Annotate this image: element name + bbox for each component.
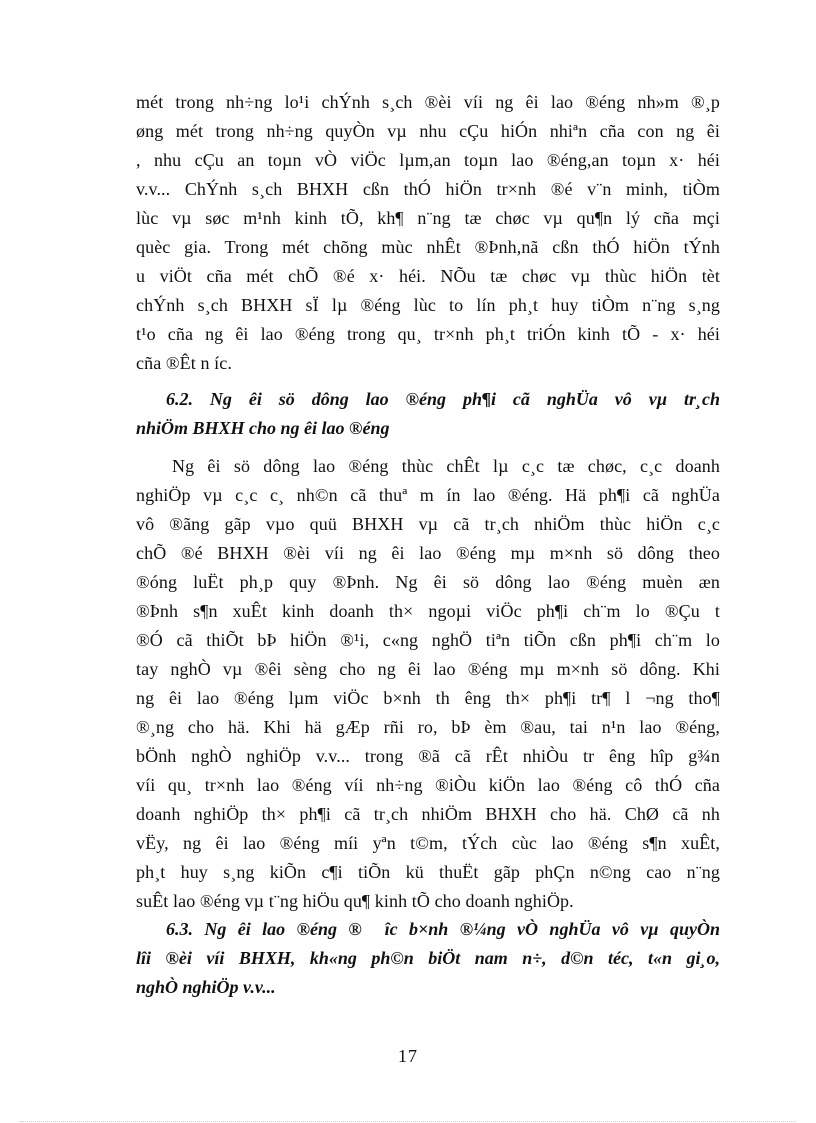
text-line: quèc gia. Trong mét chõng mùc nhÊt ®Þnh,nã cßn thÓ hiÖn tÝnh <box>136 237 720 257</box>
page-number: 17 <box>398 1046 418 1066</box>
heading-line: nghÒ nghiÖp v.v... <box>136 977 276 997</box>
text-line: doanh nghiÖp th× ph¶i cã tr¸ch nhiÖm BHXH cho hä. ChØ cã nh <box>136 804 720 824</box>
paragraph-2-first <box>136 452 720 481</box>
text-line: vô ®ãng gãp vµo quü BHXH vµ cã tr¸ch nhiÖm thùc hiÖn c¸c <box>136 514 720 534</box>
text-line: lùc vµ søc m¹nh kinh tÕ, kh¶ n¨ng tæ chøc vµ qu¶n lý cña mçi <box>136 208 720 228</box>
text-line: vËy, ng êi lao ®éng míi yªn t©m, tÝch cùc lao ®éng s¶n xuÊt, <box>136 833 720 853</box>
text-line: ®Þnh s¶n xuÊt kinh doanh th× ngoµi viÖc ph¶i ch¨m lo ®Çu t <box>136 601 720 621</box>
page-bottom-divider <box>20 1121 796 1122</box>
text-line: Ng êi sö dông lao ®éng thùc chÊt lµ c¸c tæ chøc, c¸c doanh <box>172 456 720 476</box>
text-line: ®Ó cã thiÕt bÞ hiÖn ®¹i, c«ng nghÖ tiªn tiÕn cßn ph¶i ch¨m lo <box>136 630 720 650</box>
text-line: bÖnh nghÒ nghiÖp v.v... trong ®ã cã rÊt nhiÒu tr êng hîp g¾n <box>136 746 720 766</box>
heading-line: 6.2. Ng êi sö dông lao ®éng ph¶i cã nghÜa vô vµ tr¸ch <box>166 389 720 409</box>
text-line: ng êi lao ®éng lµm viÖc b×nh th êng th× ph¶i tr¶ l ¬ng tho¶ <box>136 688 720 708</box>
text-line: u viÖt cña mét chÕ ®é x· héi. NÕu tæ chøc vµ thùc hiÖn tèt <box>136 266 720 286</box>
text-line: mét trong nh÷ng lo¹i chÝnh s¸ch ®èi víi ng êi lao ®éng nh»m ®¸p <box>136 92 720 112</box>
text-line: ®óng luËt ph¸p quy ®Þnh. Ng êi sö dông lao ®éng muèn æn <box>136 572 720 592</box>
section-heading-6-3 <box>136 915 720 944</box>
heading-line: lîi ®èi víi BHXH, kh«ng ph©n biÖt nam n÷, d©n téc, t«n gi¸o, <box>136 948 720 968</box>
text-line: víi qu¸ tr×nh lao ®éng víi nh÷ng ®iÒu kiÖn lao ®éng cô thÓ cña <box>136 775 720 795</box>
heading-line: nhiÖm BHXH cho ng êi lao ®éng <box>136 418 390 438</box>
text-line: chÝnh s¸ch BHXH sÏ lµ ®éng lùc to lín ph¸t huy tiÒm n¨ng s¸ng <box>136 295 720 315</box>
section-heading-6-2-cont <box>136 414 720 443</box>
section-heading-6-3-cont <box>136 944 720 1002</box>
text-line: , nhu cÇu an toµn vÒ viÖc lµm,an toµn lao ®éng,an toµn x· héi <box>136 150 720 170</box>
text-line: tay nghÒ vµ ®êi sèng cho ng êi lao ®éng mµ m×nh sö dông. Khi <box>136 659 720 679</box>
paragraph-2 <box>136 481 720 916</box>
text-line: nghiÖp vµ c¸c c¸ nh©n cã thuª m ín lao ®éng. Hä ph¶i cã nghÜa <box>136 485 720 505</box>
text-line: v.v... ChÝnh s¸ch BHXH cßn thÓ hiÖn tr×nh ®é v¨n minh, tiÒm <box>136 179 720 199</box>
section-heading-6-2 <box>136 385 720 414</box>
text-line: chÕ ®é BHXH ®èi víi ng êi lao ®éng mµ m×nh sö dông theo <box>136 543 720 563</box>
text-line: ph¸t huy s¸ng kiÕn c¶i tiÕn kü thuËt gãp phÇn n©ng cao n¨ng <box>136 862 720 882</box>
text-line: cña ®Êt n íc. <box>136 353 232 373</box>
paragraph-1 <box>136 88 720 378</box>
heading-line: 6.3. Ng êi lao ®éng ® îc b×nh ®¼ng vÒ nghÜa vô vµ quyÒn <box>166 919 720 939</box>
text-line: suÊt lao ®éng vµ t¨ng hiÖu qu¶ kinh tÕ cho doanh nghiÖp. <box>136 891 574 911</box>
text-line: ®¸ng cho hä. Khi hä gÆp rñi ro, bÞ èm ®au, tai n¹n lao ®éng, <box>136 717 720 737</box>
text-line: t¹o cña ng êi lao ®éng trong qu¸ tr×nh ph¸t triÓn kinh tÕ - x· héi <box>136 324 720 344</box>
text-line: øng mét trong nh÷ng quyÒn vµ nhu cÇu hiÓn nhiªn cña con ng êi <box>136 121 720 141</box>
